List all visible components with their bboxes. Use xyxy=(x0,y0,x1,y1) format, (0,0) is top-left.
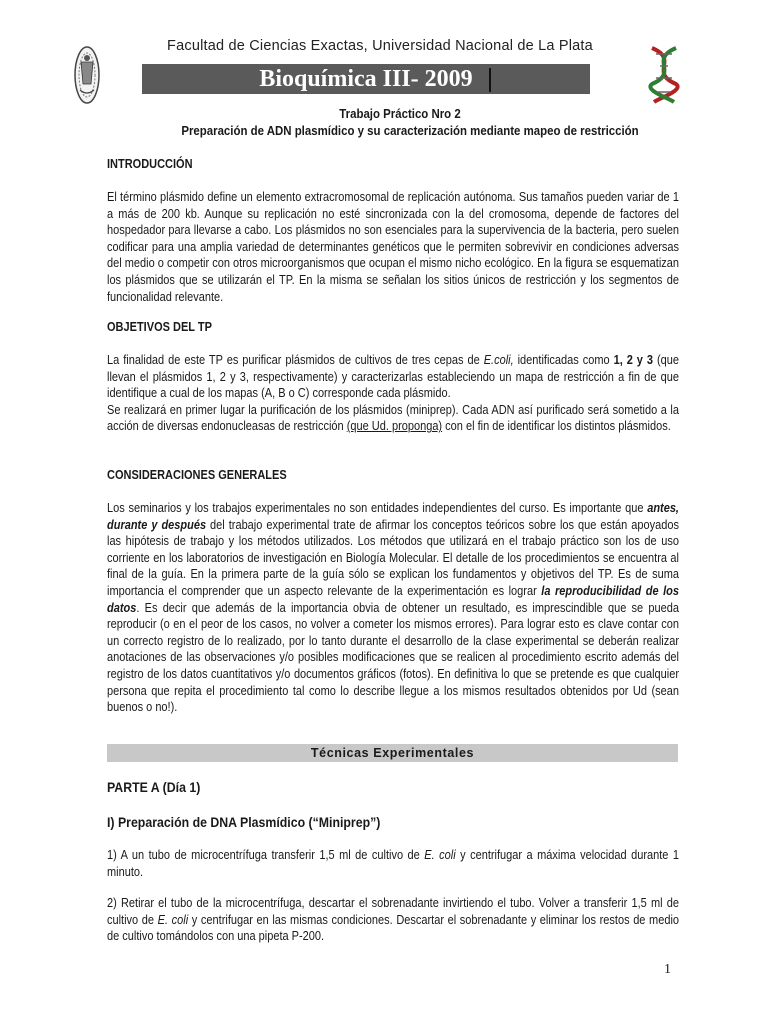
step-1: 1) A un tubo de microcentrífuga transferir 1,5 ml de cultivo de E. coli y centrifugar a máxima velocidad durante 1 minuto. xyxy=(107,848,679,879)
practical-title: Trabajo Práctico Nro 2 xyxy=(339,106,461,121)
practical-subtitle: Preparación de ADN plasmídico y su caracterización mediante mapeo de restricción xyxy=(181,123,639,138)
part-heading: PARTE A (Día 1) xyxy=(107,779,201,795)
objectives-heading: OBJETIVOS DEL TP xyxy=(107,320,212,334)
text-cursor xyxy=(489,68,491,92)
step-2: 2) Retirar el tubo de la microcentrífuga, descartar el sobrenadante invirtiendo el tubo. Volver a transferir 1,5 ml de cultivo de E. coli y centrifugar en las mismas condiciones. Descartar el sobrenadante y eliminar los restos de medio de cultivo tomándolos con una pipeta P-200. xyxy=(107,896,680,944)
dna-helix-icon xyxy=(640,44,688,106)
miniprep-heading: I) Preparación de DNA Plasmídico (“Miniprep”) xyxy=(107,814,381,830)
considerations-paragraph: Los seminarios y los trabajos experimentales no son entidades independientes del curso. Es importante que antes, durante y después del trabajo experimental trate de afirmar los conceptos teóricos sobre los que están apoyados las hipótesis de trabajo y los métodos utilizados. Los métodos que utilizará en el trabajo práctico son los de uso corriente en los laboratorios de investigación en Biología Molecular. El detalle de los procedimientos se encuentra al final de la guía. En la primera parte de la guía sólo se explican los fundamentos y objetivos del TP. Es de suma importancia el comprender que un aspecto relevante de la experimentación es lograr la reproducibilidad de los datos. Es decir que además de la importancia obvia de obtener un resultado, es imprescindible que se pueda reproducir (o en el peor de los casos, no volver a cometer los mismos errores). Para lograr esto es clave contar con un correcto registro de lo realizado, por lo tanto durante el desarrollo de la clase experimental se deberán realizar anotaciones de las observaciones y/o posibles modificaciones que se realicen al procedimiento escrito además del registro de los datos cuantitativos y/o documentos gráficos (fotos). En definitiva lo que se pretende es que cualquier persona que repita el procedimiento tal como lo describe llegue a los mismos resultados obtenidos por Ud (sean buenos o no!). xyxy=(107,501,679,715)
intro-paragraph: El término plásmido define un elemento extracromosomal de replicación autónoma. Sus tamaños pueden variar de 1 a más de 200 kb. Aunque su replicación no esté sincronizada con la del cromosoma, depende de factores del hospedador para llevarse a cabo. Los plásmidos no son esenciales para la supervivencia de la bacteria, pero suelen codificar para una amplia variedad de determinantes genéticos que le permiten sobrevivir en condiciones adversas del medio o competir con otros microorganismos que ocupan el mismo nicho ecológico. En la figura se esquematizan los plásmidos que se utilizarán el TP. En la misma se señalan los sitios únicos de restricción y los segmentos de funcionalidad relevante. xyxy=(107,190,679,304)
university-seal-icon xyxy=(72,44,102,106)
objectives-paragraph: La finalidad de este TP es purificar plásmidos de cultivos de tres cepas de E.coli, identificadas como 1, 2 y 3 (que llevan el plásmidos 1, 2 y 3, respectivamente) y caracterizarlas estableciendo un mapa de restricción a fin de que identifique a cual de los mapas (A, B o C) corresponde cada plásmido. Se realizará en primer lugar la purificación de los plásmidos (miniprep). Cada ADN así purificado será sometido a la acción de diversas endonucleasas de restricción (que Ud. proponga) con el fin de identificar los distintos plásmidos. xyxy=(107,353,679,434)
section-banner-title: Técnicas Experimentales xyxy=(310,746,475,760)
page-number: 1 xyxy=(664,962,671,977)
considerations-heading: CONSIDERACIONES GENERALES xyxy=(107,468,287,482)
intro-heading: INTRODUCCIÓN xyxy=(107,157,193,171)
course-title: Bioquímica III- 2009 xyxy=(259,66,473,92)
faculty-name: Facultad de Ciencias Exactas, Universidad Nacional de La Plata xyxy=(167,38,593,54)
